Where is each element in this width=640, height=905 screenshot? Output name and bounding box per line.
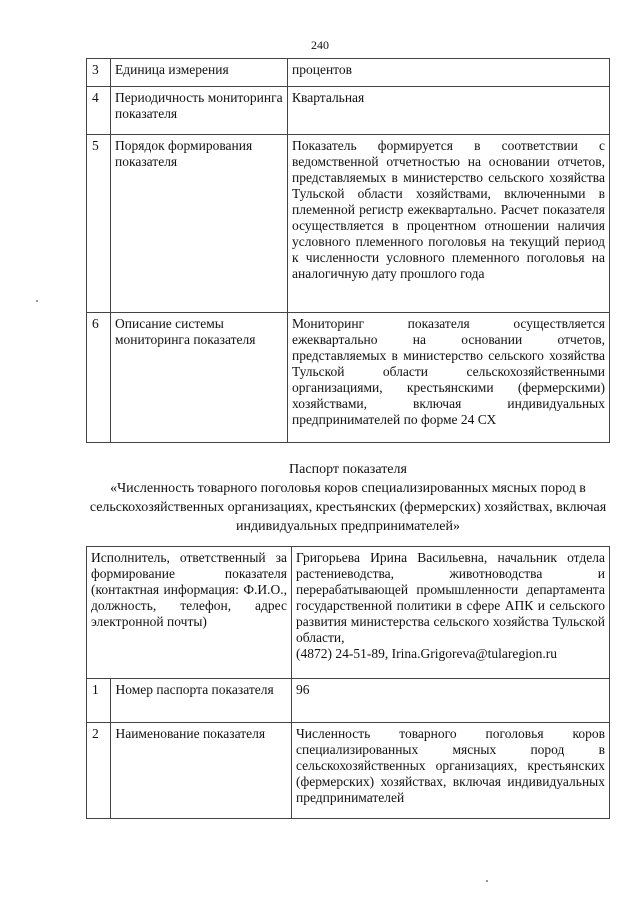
row-value: Квартальная — [288, 87, 610, 135]
row-number: 2 — [87, 723, 111, 819]
row-value: Показатель формируется в соответствии с ведомственной отчетностью на основании отчетов, представляемых в министерство сельского хозяйства Тульской области хозяйствами, включенными в племенной регистр ежеквартально. Расчет показателя осуществляется в процентном отношении наличия условного племенного поголовья на текущий период к численности условного племенного поголовья на аналогичную дату прошлого года — [288, 135, 610, 313]
executor-value — [292, 547, 610, 679]
executor-label: Исполнитель, ответственный за формирование показателя (контактная информация: Ф.И.О., должность, телефон, адрес электронной почты) — [87, 547, 292, 679]
scan-speck — [36, 300, 38, 302]
table-row — [87, 547, 610, 679]
table-row — [87, 59, 610, 87]
row-number: 5 — [87, 135, 111, 313]
page-number: 240 — [311, 38, 329, 52]
row-value: 96 — [292, 679, 610, 723]
passport-heading: Паспорт показателя — [289, 462, 407, 477]
row-value: Численность товарного поголовья коров специализированных мясных пород в сельскохозяйственных организациях, крестьянских (фермерских) хозяйствах, включая индивидуальных предпринимателей — [292, 723, 610, 819]
row-label: Наименование показателя — [111, 723, 292, 819]
table-row — [87, 679, 610, 723]
passport-table — [86, 546, 610, 819]
passport-subtitle: «Численность товарного поголовья коров специализированных мясных пород в сельскохозяйственных организациях, крестьянских (фермерских) хозяйствах, включая индивидуальных предпринимателей» — [89, 481, 607, 534]
row-number: 1 — [87, 679, 111, 723]
executor-contact: (4872) 24-51-89, Irina.Grigoreva@tularegion.ru — [296, 646, 557, 661]
indicator-table-continued — [86, 58, 610, 443]
scan-speck — [486, 880, 488, 882]
table-row — [87, 723, 610, 819]
row-value: процентов — [288, 59, 610, 87]
executor-name-position: Григорьева Ирина Васильевна, начальник отдела растениеводства, животноводства и перерабатывающей промышленности департамента государственной политики в сфере АПК и сельского развития министерства сельского хозяйства Тульской области, — [296, 550, 605, 645]
row-label: Номер паспорта показателя — [111, 679, 292, 723]
row-number: 4 — [87, 87, 111, 135]
row-label: Описание системы мониторинга показателя — [111, 313, 288, 443]
row-label: Периодичность мониторинга показателя — [111, 87, 288, 135]
table-row — [87, 135, 610, 313]
passport-title — [86, 460, 610, 536]
table-row — [87, 313, 610, 443]
table-row — [87, 87, 610, 135]
row-number: 3 — [87, 59, 111, 87]
row-label: Единица измерения — [111, 59, 288, 87]
row-value: Мониторинг показателя осуществляется ежеквартально на основании отчетов, представляемых в министерство сельского хозяйства Тульской области сельскохозяйственными организациями, крестьянскими (фермерскими) хозяйствами, включая индивидуальных предпринимателей по форме 24 СХ — [288, 313, 610, 443]
row-number: 6 — [87, 313, 111, 443]
row-label: Порядок формирования показателя — [111, 135, 288, 313]
